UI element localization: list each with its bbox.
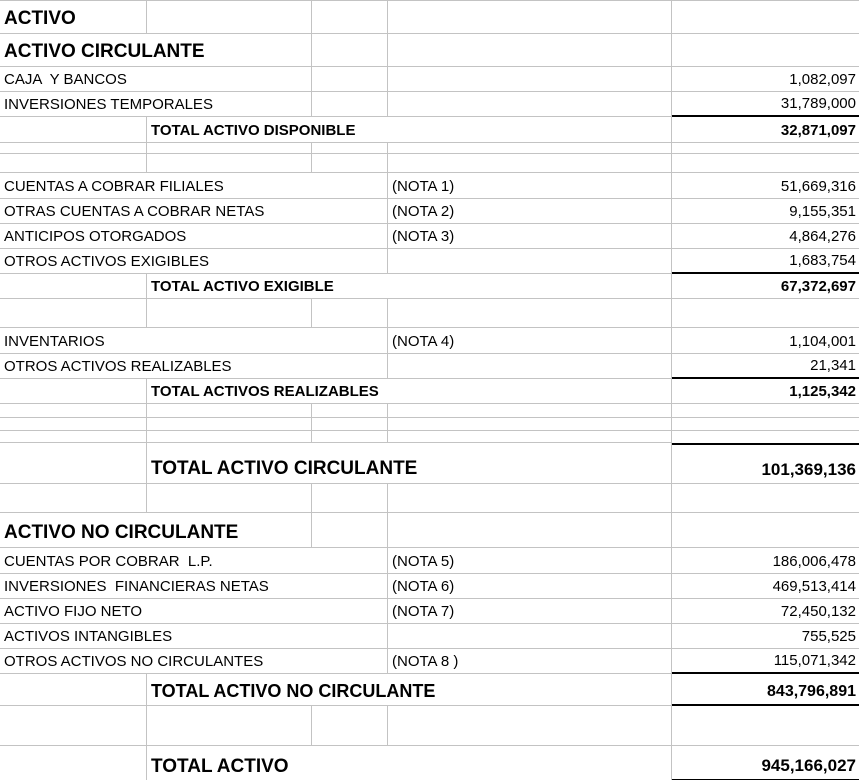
spacer-8-empty-cell	[672, 706, 859, 746]
total-activo-exigible-label-cell: TOTAL ACTIVO EXIGIBLE	[147, 274, 672, 299]
spacer-5-empty-cell	[312, 418, 388, 431]
total-activo-label-cell: TOTAL ACTIVO	[147, 746, 672, 780]
activo-no-circulante-empty-cell	[388, 513, 672, 548]
spacer-3-empty-cell	[672, 299, 859, 328]
activo-no-circulante-empty-cell	[672, 513, 859, 548]
row-activo	[0, 1, 859, 34]
activo-empty-cell	[672, 1, 859, 34]
row-total-activo-disponible	[0, 117, 859, 143]
spacer-1-empty-cell	[312, 143, 388, 154]
cuentas-por-cobrar-lp-nota-cell: (NOTA 5)	[388, 548, 672, 574]
spacer-4-empty-cell	[147, 404, 312, 418]
anticipos-otorgados-value-cell: 4,864,276	[672, 224, 859, 249]
spacer-7-empty-cell	[147, 484, 312, 513]
total-activos-realizables-label-cell: TOTAL ACTIVOS REALIZABLES	[147, 379, 672, 404]
row-total-activo-circulante	[0, 443, 859, 484]
total-activo-value-cell: 945,166,027	[672, 746, 859, 780]
spacer-2-empty-cell	[0, 154, 147, 173]
inversiones-temporales-label-cell: INVERSIONES TEMPORALES	[0, 92, 312, 117]
inversiones-financieras-netas-nota-cell: (NOTA 6)	[388, 574, 672, 599]
caja-y-bancos-value-cell: 1,082,097	[672, 67, 859, 92]
row-spacer-1	[0, 143, 859, 154]
activo-empty-cell	[388, 1, 672, 34]
inventarios-label-cell: INVENTARIOS	[0, 328, 388, 354]
row-otros-activos-no-circulantes	[0, 649, 859, 674]
spacer-3-empty-cell	[388, 299, 672, 328]
activos-intangibles-empty-cell	[388, 624, 672, 649]
spacer-5-empty-cell	[388, 418, 672, 431]
anticipos-otorgados-label-cell: ANTICIPOS OTORGADOS	[0, 224, 388, 249]
activos-intangibles-label-cell: ACTIVOS INTANGIBLES	[0, 624, 388, 649]
spacer-7-empty-cell	[0, 484, 147, 513]
row-otras-cuentas-a-cobrar-netas	[0, 199, 859, 224]
spacer-7-empty-cell	[388, 484, 672, 513]
inventarios-nota-cell: (NOTA 4)	[388, 328, 672, 354]
total-activo-disponible-value-cell: 32,871,097	[672, 117, 859, 143]
spacer-3-empty-cell	[312, 299, 388, 328]
row-total-activos-realizables	[0, 379, 859, 404]
cuentas-a-cobrar-filiales-value-cell: 51,669,316	[672, 173, 859, 199]
spacer-1-empty-cell	[147, 143, 312, 154]
cuentas-a-cobrar-filiales-label-cell: CUENTAS A COBRAR FILIALES	[0, 173, 388, 199]
spacer-1-empty-cell	[0, 143, 147, 154]
otros-activos-no-circulantes-label-cell: OTROS ACTIVOS NO CIRCULANTES	[0, 649, 388, 674]
spacer-2-empty-cell	[672, 154, 859, 173]
cuentas-por-cobrar-lp-label-cell: CUENTAS POR COBRAR L.P.	[0, 548, 388, 574]
otros-activos-exigibles-value-cell: 1,683,754	[672, 249, 859, 274]
spacer-6-empty-cell	[672, 431, 859, 443]
inversiones-temporales-value-cell: 31,789,000	[672, 92, 859, 117]
activo-empty-cell	[312, 1, 388, 34]
activo-circulante-empty-cell	[388, 34, 672, 67]
row-activo-no-circulante	[0, 513, 859, 548]
total-activo-exigible-empty-cell	[0, 274, 147, 299]
row-caja-y-bancos	[0, 67, 859, 92]
inversiones-temporales-empty-cell	[388, 92, 672, 117]
row-spacer-8	[0, 706, 859, 746]
inversiones-temporales-empty-cell	[312, 92, 388, 117]
total-activo-circulante-label-cell: TOTAL ACTIVO CIRCULANTE	[147, 443, 672, 484]
inversiones-financieras-netas-value-cell: 469,513,414	[672, 574, 859, 599]
otras-cuentas-a-cobrar-netas-value-cell: 9,155,351	[672, 199, 859, 224]
activo-circulante-empty-cell	[672, 34, 859, 67]
otros-activos-realizables-value-cell: 21,341	[672, 354, 859, 379]
otros-activos-exigibles-label-cell: OTROS ACTIVOS EXIGIBLES	[0, 249, 388, 274]
total-activo-empty-cell	[0, 746, 147, 780]
spacer-5-empty-cell	[147, 418, 312, 431]
spacer-8-empty-cell	[0, 706, 147, 746]
otros-activos-realizables-label-cell: OTROS ACTIVOS REALIZABLES	[0, 354, 388, 379]
activo-label-cell: ACTIVO	[0, 1, 147, 34]
row-anticipos-otorgados	[0, 224, 859, 249]
activo-fijo-neto-value-cell: 72,450,132	[672, 599, 859, 624]
spacer-2-empty-cell	[147, 154, 312, 173]
spacer-3-empty-cell	[0, 299, 147, 328]
total-activos-realizables-value-cell: 1,125,342	[672, 379, 859, 404]
row-total-activo-no-circulante	[0, 674, 859, 706]
activo-empty-cell	[147, 1, 312, 34]
row-cuentas-a-cobrar-filiales	[0, 173, 859, 199]
otras-cuentas-a-cobrar-netas-nota-cell: (NOTA 2)	[388, 199, 672, 224]
spacer-5-empty-cell	[672, 418, 859, 431]
caja-y-bancos-empty-cell	[312, 67, 388, 92]
row-spacer-6	[0, 431, 859, 443]
spacer-8-empty-cell	[147, 706, 312, 746]
total-activo-no-circulante-label-cell: TOTAL ACTIVO NO CIRCULANTE	[147, 674, 672, 706]
cuentas-a-cobrar-filiales-nota-cell: (NOTA 1)	[388, 173, 672, 199]
spacer-6-empty-cell	[312, 431, 388, 443]
activo-no-circulante-empty-cell	[312, 513, 388, 548]
row-activo-circulante	[0, 34, 859, 67]
spacer-1-empty-cell	[672, 143, 859, 154]
spacer-4-empty-cell	[672, 404, 859, 418]
total-activo-disponible-empty-cell	[0, 117, 147, 143]
cuentas-por-cobrar-lp-value-cell: 186,006,478	[672, 548, 859, 574]
row-total-activo	[0, 746, 859, 780]
total-activo-no-circulante-empty-cell	[0, 674, 147, 706]
spacer-2-empty-cell	[388, 154, 672, 173]
spacer-4-empty-cell	[0, 404, 147, 418]
otros-activos-no-circulantes-nota-cell: (NOTA 8 )	[388, 649, 672, 674]
otras-cuentas-a-cobrar-netas-label-cell: OTRAS CUENTAS A COBRAR NETAS	[0, 199, 388, 224]
activo-circulante-label-cell: ACTIVO CIRCULANTE	[0, 34, 312, 67]
caja-y-bancos-label-cell: CAJA Y BANCOS	[0, 67, 312, 92]
spacer-6-empty-cell	[388, 431, 672, 443]
row-spacer-5	[0, 418, 859, 431]
total-activo-disponible-label-cell: TOTAL ACTIVO DISPONIBLE	[147, 117, 672, 143]
activo-fijo-neto-label-cell: ACTIVO FIJO NETO	[0, 599, 388, 624]
total-activo-circulante-value-cell: 101,369,136	[672, 443, 859, 484]
spacer-2-empty-cell	[312, 154, 388, 173]
row-otros-activos-realizables	[0, 354, 859, 379]
spacer-4-empty-cell	[388, 404, 672, 418]
activo-circulante-empty-cell	[312, 34, 388, 67]
row-cuentas-por-cobrar-lp	[0, 548, 859, 574]
spacer-7-empty-cell	[312, 484, 388, 513]
inversiones-financieras-netas-label-cell: INVERSIONES FINANCIERAS NETAS	[0, 574, 388, 599]
spacer-5-empty-cell	[0, 418, 147, 431]
row-spacer-2	[0, 154, 859, 173]
spacer-3-empty-cell	[147, 299, 312, 328]
total-activo-circulante-empty-cell	[0, 443, 147, 484]
total-activo-no-circulante-value-cell: 843,796,891	[672, 674, 859, 706]
activo-fijo-neto-nota-cell: (NOTA 7)	[388, 599, 672, 624]
otros-activos-realizables-empty-cell	[388, 354, 672, 379]
activos-intangibles-value-cell: 755,525	[672, 624, 859, 649]
spacer-4-empty-cell	[312, 404, 388, 418]
row-otros-activos-exigibles	[0, 249, 859, 274]
spacer-8-empty-cell	[388, 706, 672, 746]
total-activos-realizables-empty-cell	[0, 379, 147, 404]
row-inventarios	[0, 328, 859, 354]
inventarios-value-cell: 1,104,001	[672, 328, 859, 354]
row-activo-fijo-neto	[0, 599, 859, 624]
anticipos-otorgados-nota-cell: (NOTA 3)	[388, 224, 672, 249]
spacer-7-empty-cell	[672, 484, 859, 513]
row-inversiones-temporales	[0, 92, 859, 117]
activo-no-circulante-label-cell: ACTIVO NO CIRCULANTE	[0, 513, 312, 548]
spacer-6-empty-cell	[147, 431, 312, 443]
row-activos-intangibles	[0, 624, 859, 649]
caja-y-bancos-empty-cell	[388, 67, 672, 92]
otros-activos-no-circulantes-value-cell: 115,071,342	[672, 649, 859, 674]
spacer-8-empty-cell	[312, 706, 388, 746]
row-total-activo-exigible	[0, 274, 859, 299]
otros-activos-exigibles-empty-cell	[388, 249, 672, 274]
spacer-1-empty-cell	[388, 143, 672, 154]
row-spacer-3	[0, 299, 859, 328]
row-spacer-4	[0, 404, 859, 418]
spacer-6-empty-cell	[0, 431, 147, 443]
row-spacer-7	[0, 484, 859, 513]
row-inversiones-financieras-netas	[0, 574, 859, 599]
total-activo-exigible-value-cell: 67,372,697	[672, 274, 859, 299]
